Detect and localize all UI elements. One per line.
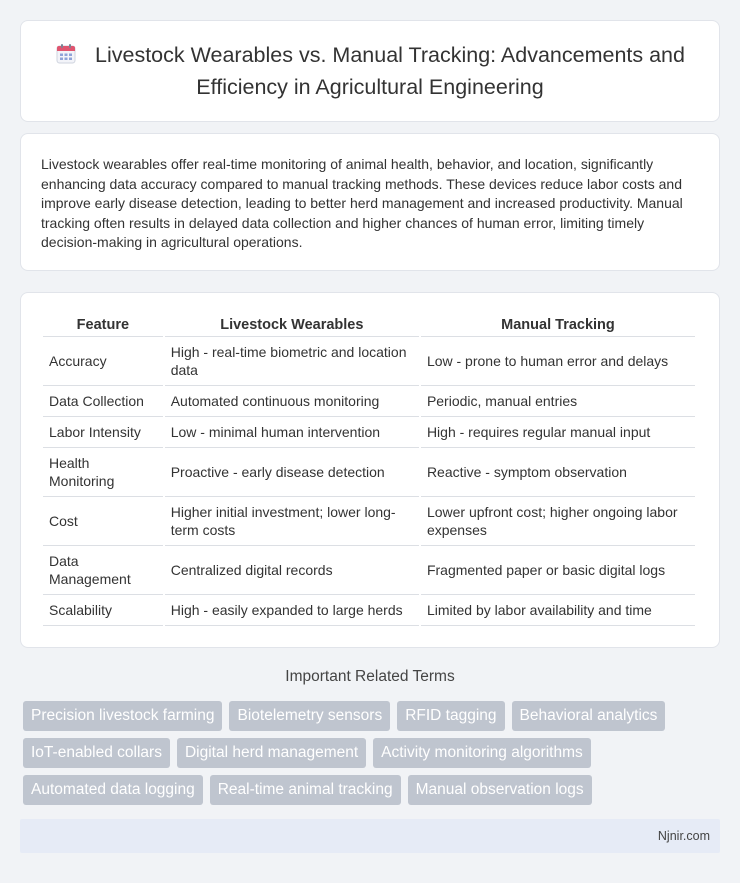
cell-wearables: Centralized digital records (165, 546, 419, 595)
cell-wearables: Proactive - early disease detection (165, 448, 419, 497)
related-term-tag[interactable]: Digital herd management (177, 738, 366, 768)
cell-manual: Periodic, manual entries (421, 386, 695, 417)
table-row (43, 386, 695, 417)
cell-feature: Accuracy (43, 337, 163, 386)
footer-site-link[interactable]: Njnir.com (657, 829, 710, 843)
table-row (43, 448, 695, 497)
cell-wearables: Automated continuous monitoring (165, 386, 419, 417)
related-term-tag[interactable]: Activity monitoring algorithms (373, 738, 591, 768)
cell-manual: Low - prone to human error and delays (421, 337, 695, 386)
cell-feature: Data Collection (43, 386, 163, 417)
intro-paragraph: Livestock wearables offer real-time monitoring of animal health, behavior, and location, significantly enhancing data accuracy compared to manual tracking methods. These devices reduce labor costs and improve early disease detection, leading to better herd management and increased productivity. Manual tracking often results in delayed data collection and higher chances of human error, limiting timely decision-making in agricultural operations. (41, 156, 683, 251)
cell-wearables: High - easily expanded to large herds (165, 595, 419, 626)
header-feature: Feature (43, 313, 163, 337)
page-title-text: Livestock Wearables vs. Manual Tracking: Advancements and Efficiency in Agricultural Engineering (95, 43, 685, 99)
cell-feature: Health Monitoring (43, 448, 163, 497)
cell-manual: Reactive - symptom observation (421, 448, 695, 497)
cell-feature: Cost (43, 497, 163, 546)
related-term-tag[interactable]: IoT-enabled collars (23, 738, 170, 768)
related-terms-list (23, 701, 723, 805)
related-terms-title: Important Related Terms (285, 668, 455, 685)
cell-manual: Limited by labor availability and time (421, 595, 695, 626)
related-term-tag[interactable]: Automated data logging (23, 775, 203, 805)
comparison-card (20, 292, 720, 648)
cell-feature: Labor Intensity (43, 417, 163, 448)
table-header-row (43, 313, 695, 337)
cell-manual: Lower upfront cost; higher ongoing labor expenses (421, 497, 695, 546)
comparison-table (41, 313, 697, 626)
cell-manual: Fragmented paper or basic digital logs (421, 546, 695, 595)
related-term-tag[interactable]: Precision livestock farming (23, 701, 222, 731)
header-wearables: Livestock Wearables (165, 313, 419, 337)
cell-wearables: Higher initial investment; lower long-term costs (165, 497, 419, 546)
table-row (43, 417, 695, 448)
table-row (43, 595, 695, 626)
calendar-icon (55, 43, 77, 65)
footer (20, 819, 720, 853)
related-term-tag[interactable]: Biotelemetry sensors (229, 701, 390, 731)
page-title (41, 39, 699, 103)
table-row (43, 546, 695, 595)
table-row (43, 497, 695, 546)
cell-wearables: Low - minimal human intervention (165, 417, 419, 448)
cell-manual: High - requires regular manual input (421, 417, 695, 448)
intro-card (20, 133, 720, 271)
cell-wearables: High - real-time biometric and location data (165, 337, 419, 386)
related-term-tag[interactable]: Real-time animal tracking (210, 775, 401, 805)
cell-feature: Data Management (43, 546, 163, 595)
related-term-tag[interactable]: Manual observation logs (408, 775, 592, 805)
cell-feature: Scalability (43, 595, 163, 626)
table-row (43, 337, 695, 386)
header-manual: Manual Tracking (421, 313, 695, 337)
title-card (20, 20, 720, 122)
related-term-tag[interactable]: RFID tagging (397, 701, 504, 731)
title-wrap (21, 21, 719, 121)
related-term-tag[interactable]: Behavioral analytics (512, 701, 666, 731)
